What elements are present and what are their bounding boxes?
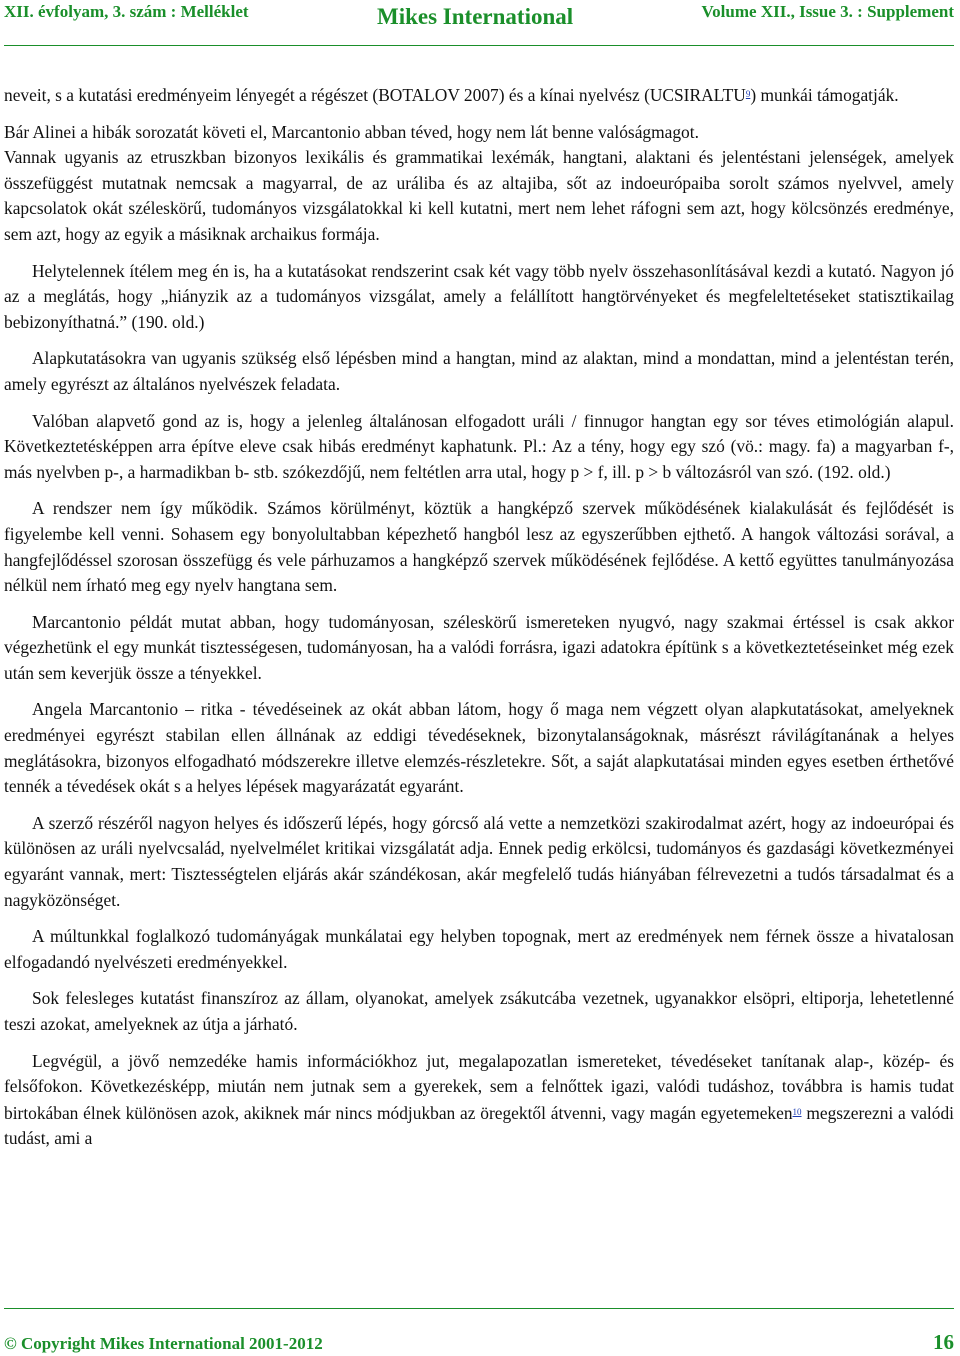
paragraph bbox=[4, 82, 954, 109]
page-footer bbox=[4, 1330, 954, 1355]
paragraph: Alapkutatásokra van ugyanis szükség első lépésben mind a hangtan, mind az alaktan, mind a mondattan, mind a jelentéstan terén, amely egyrészt az általános nyelvészek feladata. bbox=[4, 348, 954, 394]
paragraph: A rendszer nem így működik. Számos körülményt, köztük a hangképző szervek működésének kialakulását és fejlődését is figyelembe kell venni. Sohasem egy bonyolultabban képezhető hangból lesz az egyszerűbben ejthető. A hangok változási sorával, a hangfejlődéssel szorosan összefügg és vele párhuzamos a hangképző szervek működésének fejlődése. A kettő együttes tanulmányozása nélkül nem írható meg egy nyelv hangtana sem. bbox=[4, 498, 954, 596]
paragraph: A múltunkkal foglalkozó tudományágak munkálatai egy helyben topognak, mert az eredmények nem férnek össze a hivatalosan elfogadandó nyelvészeti eredményekkel. bbox=[4, 926, 954, 972]
header-title: Mikes International bbox=[377, 4, 574, 29]
paragraph-text: ) munkái támogatják. bbox=[750, 85, 899, 105]
page-number: 16 bbox=[933, 1330, 954, 1354]
copyright-text: © Copyright Mikes International 2001-2012 bbox=[4, 1334, 323, 1353]
footer-divider bbox=[4, 1308, 954, 1309]
header-divider bbox=[4, 45, 954, 46]
paragraph-text: neveit, s a kutatási eredményeim lényegét a régészet (BOTALOV 2007) és a kínai nyelvész (UCSIRALTU bbox=[4, 85, 746, 105]
paragraph: Vannak ugyanis az etruszkban bizonyos lexikális és grammatikai lexémák, hangtani, alaktani és jelentéstani jelenségek, amelyek összefüggést mutatnak nemcsak a magyarral, de az uráliba és az altajiba, sőt az indoeurópaiba sorolt számos nyelvvel, amely kapcsolatok okát széleskörű, tudományos vizsgálatokkal ki kell kutatni, mert nem lehet ráfogni sem azt, hogy kölcsönzés eredménye, sem azt, hogy az egyik a másiknak archaikus formája. bbox=[4, 147, 954, 244]
header-right: Volume XII., Issue 3. : Supplement bbox=[701, 2, 954, 21]
paragraph: Angela Marcantonio – ritka - tévedéseinek az okát abban látom, hogy ő maga nem végzett olyan alapkutatásokat, amelyeknek eredményei egyrészt stabilan ellen állnának az eddigi tévedéseknek, bizonytalanságoknak, másrészt rávilágítanának a helyes meglátásokra, bizonyos elfogadható módszerekre illetve elemzés-részletekre. Sőt, a saját alapkutatásai minden egyes esetben érthetővé tennék a tévedések okát s a helyes lépések magyarázatát egyaránt. bbox=[4, 699, 954, 797]
paragraph: Valóban alapvető gond az is, hogy a jelenleg általánosan elfogadott uráli / finnugor hangtan egy sor téves etimológián alapul. Következtetésképpen arra építve eleve csak hibás eredményt kaphatunk. Pl.: Az a tény, hogy egy szó (vö.: magy. fa) a magyarban f-, más nyelvben p-, a harmadikban b- stb. szókezdőjű, nem feltétlen arra utal, hogy p > f, ill. p > b változásról van szó. (192. old.) bbox=[4, 410, 954, 482]
footnote-link[interactable]: 9 bbox=[745, 89, 751, 99]
paragraph: Sok felesleges kutatást finanszíroz az állam, olyanokat, amelyek zsákutcába vezetnek, ugyanakkor elsöpri, eltiporja, lehetetlenné teszi azokat, amelyeknek az útja a járható. bbox=[4, 988, 954, 1034]
header-left: XII. évfolyam, 3. szám : Melléklet bbox=[4, 2, 249, 21]
paragraph: Bár Alinei a hibák sorozatát követi el, Marcantonio abban téved, hogy nem lát benne valóságmagot. bbox=[4, 121, 699, 142]
paragraph: A szerző részéről nagyon helyes és időszerű lépés, hogy górcső alá vette a nemzetközi szakirodalmat azért, hogy az indoeurópai és különösen az uráli nyelvcsalád, nyelvelmélet kritikai vizsgálatát adja. Ennek pedig erkölcsi, tudományos és gazdasági következményei egyaránt vannak, mert: Tisztességtelen eljárás akár szándékosan, akár megfelelő tudás hiányában félrevezetni a tudós társadalmat és a nagyközönséget. bbox=[4, 812, 954, 910]
paragraph: Helytelennek ítélem meg én is, ha a kutatásokat rendszerint csak két vagy több nyelv összehasonlításával kezdi a kutató. Nagyon jó az a meglátás, hogy „hiányzik az a tudományos vizsgálat, amely a felállított hangtörvényeket és megfeleltetéseket statisztikailag bebizonyíthatná.” (190. old.) bbox=[4, 260, 954, 332]
page-header bbox=[4, 2, 954, 32]
paragraph: Marcantonio példát mutat abban, hogy tudományosan, széleskörű ismereteken nyugvó, nagy szakmai értéssel is csak akkor végezhetünk el egy munkát tisztességesen, tudományosan, ha a valódi forrásra, igazi adatokra építünk s a következtetéseinket még ezek után sem keverjük össze a tényekkel. bbox=[4, 611, 954, 683]
article-body bbox=[4, 82, 954, 1163]
paragraph-text: Legvégül, a jövő nemzedéke hamis információkhoz jut, megalapozatlan ismereteket, tévedéseket tanítanak alap-, közép- és felsőfokon. Következésképp, miután nem jutnak sem a gyerekek, sem a felnőttek igazi, valódi tudáshoz, továbbra is hamis tudat birtokában élnek különösen azok, akiknek már nincs módjukban az öregektől átvenni, vagy magán egyetemeken bbox=[4, 1050, 954, 1123]
footnote-link[interactable]: 10 bbox=[792, 1106, 802, 1117]
paragraph bbox=[4, 1049, 954, 1152]
paragraph-text: megszerezni a valódi tudást, ami a bbox=[4, 1102, 954, 1149]
